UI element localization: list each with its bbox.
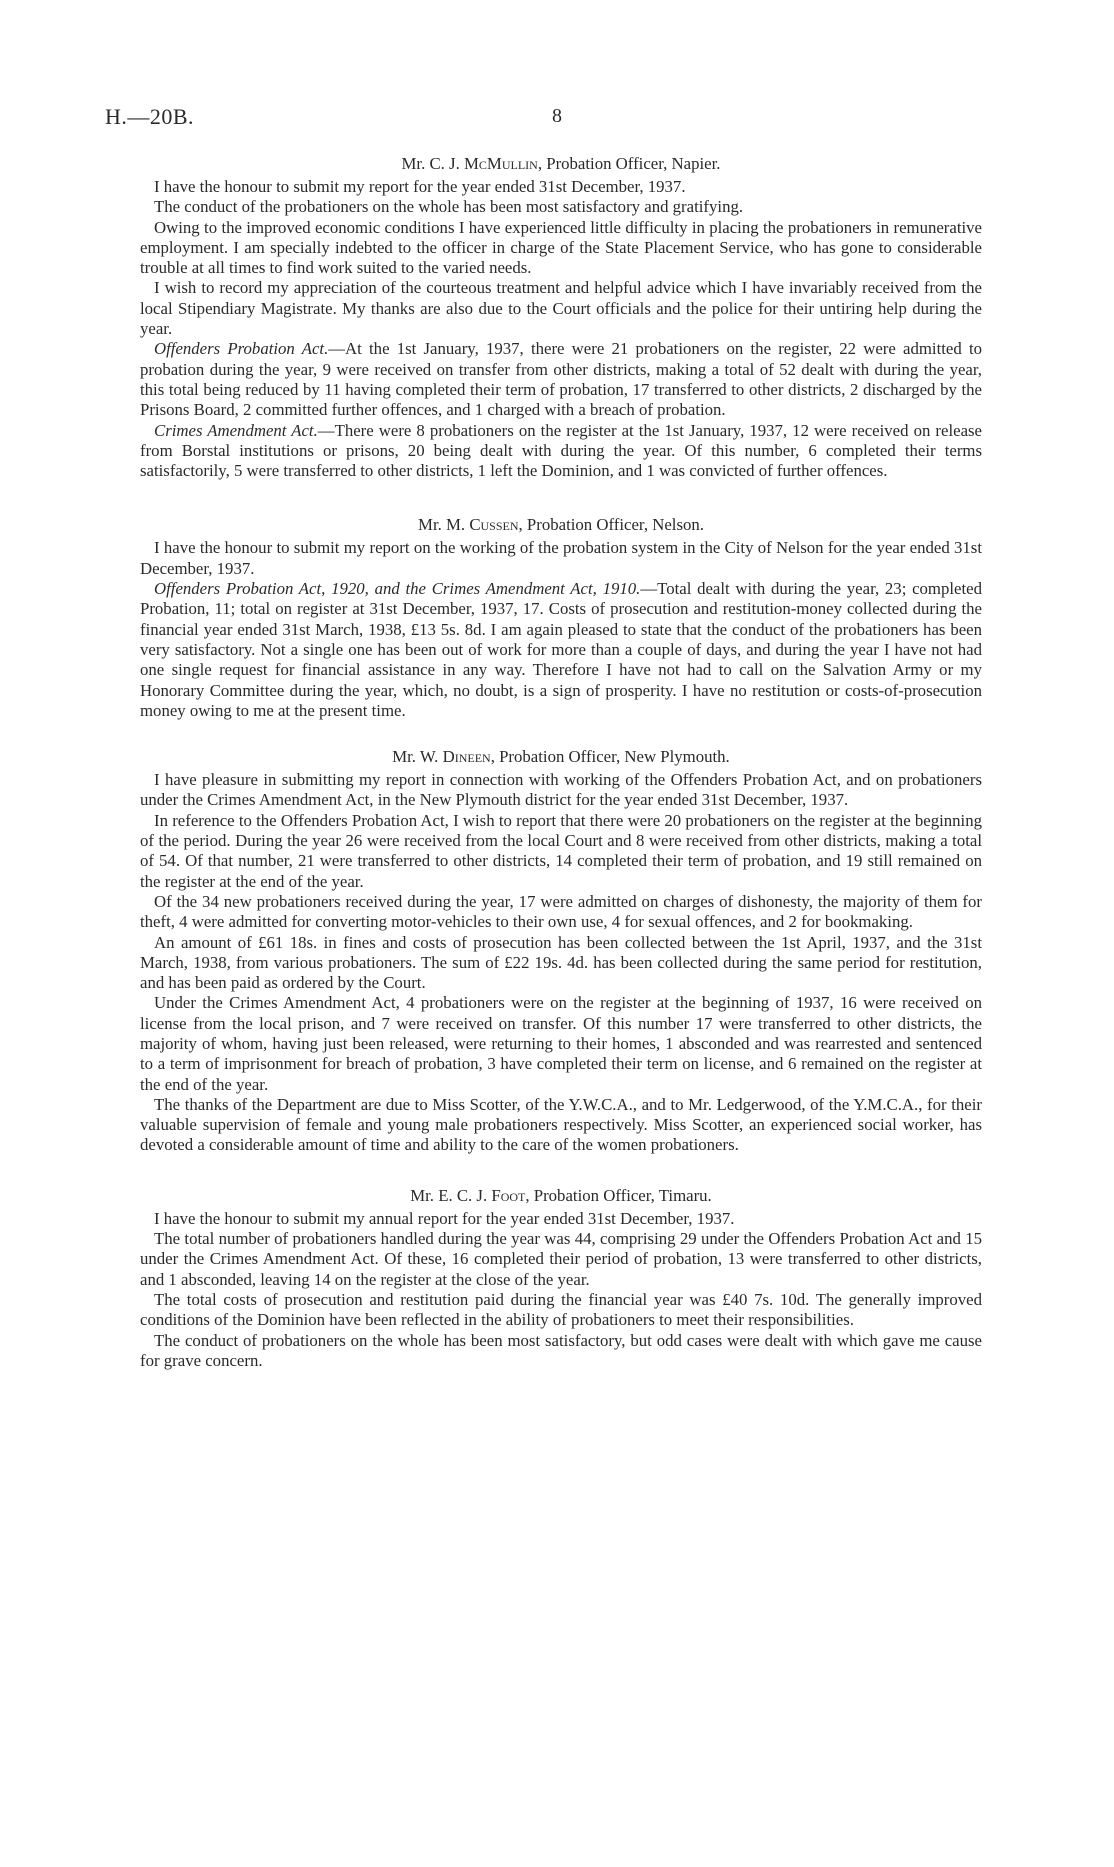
paragraph: An amount of £61 18s. in fines and costs of prosecution has been collected between the 1st April, 1937, and the 31st March, 1938, from various probationers. The sum of £22 19s. 4d. has been collected during the same period for restitution, and has been paid as ordered by the Court. [140,932,982,993]
section-new-plymouth [140,746,982,1156]
paragraph: The conduct of the probationers on the whole has been most satisfactory and gratifying. [154,197,744,217]
section-heading: Mr. W. Dineen, Probation Officer, New Plymouth. [392,747,730,767]
paragraph: Under the Crimes Amendment Act, 4 probationers were on the register at the beginning of 1937, 16 were received on license from the local prison, and 7 were received on transfer. Of this number 17 were transferred to other districts, the majority of whom, having just been released, were returning to their homes, 1 absconded and was rearrested and sentenced to a term of imprisonment for breach of probation, 3 have completed their term on license, and 6 remained on the register at the end of the year. [140,993,982,1094]
paragraph: I have the honour to submit my report for the year ended 31st December, 1937. [154,177,686,196]
paragraph: I wish to record my appreciation of the courteous treatment and helpful advice which I have invariably received from the local Stipendiary Magistrate. My thanks are also due to the Court officials and the police for their untiring help during the year. [140,278,982,339]
document-body [140,153,982,1371]
paragraph: In reference to the Offenders Probation Act, I wish to report that there were 20 probationers on the register at the beginning of the period. During the year 26 were received from the local Court and 8 were received from other districts, making a total of 54. Of that number, 21 were transferred to other districts, 14 completed their term of probation, and 19 still remained on the register at the end of the year. [140,810,982,891]
section-heading: Mr. M. Cussen, Probation Officer, Nelson. [418,515,704,535]
paragraph: The conduct of probationers on the whole has been most satisfactory, but odd cases were dealt with which gave me cause for grave concern. [140,1330,982,1370]
section-napier [140,153,982,481]
paragraph: Crimes Amendment Act.—There were 8 probationers on the register at the 1st January, 1937, 12 were received on release from Borstal institutions or prisons, 20 being dealt with during the year. Of this number, 6 completed their terms satisfactorily, 5 were transferred to other districts, 1 left the Dominion, and 1 was convicted of further offences. [140,420,982,481]
section-spacer [140,1156,982,1185]
italic-lead: Offenders Probation Act. [154,339,329,359]
paragraph: I have pleasure in submitting my report in connection with working of the Offenders Probation Act, and on probationers under the Crimes Amendment Act, in the New Plymouth district for the year ended 31st December, 1937. [140,770,982,810]
paragraph: Offenders Probation Act, 1920, and the Crimes Amendment Act, 1910.—Total dealt with during the year, 23; completed Probation, 11; total on register at 31st December, 1937, 17. Costs of prosecution and restitution-money collected during the financial year ended 31st March, 1938, £13 5s. 8d. I am again pleased to state that the conduct of the probationers has been very satisfactory. Not a single one has been out of work for more than a couple of days, and during the year I have not had one single request for financial assistance in any way. Therefore I have not had to call on the Salvation Army or my Honorary Committee during the year, which, no doubt, is a sign of prosperity. I have no restitution or costs-of-prosecution money owing to me at the present time. [140,579,982,720]
section-spacer [140,481,982,514]
italic-lead: Offenders Probation Act, 1920, and the Crimes Amendment Act, 1910. [154,579,641,599]
paragraph: The total number of probationers handled during the year was 44, comprising 29 under the Offenders Probation Act and 15 under the Crimes Amendment Act. Of these, 16 completed their period of probation, 13 were transferred to other districts, and 1 absconded, leaving 14 on the register at the close of the year. [140,1229,982,1289]
page-header [105,104,1005,134]
paragraph: The total costs of prosecution and restitution paid during the financial year was £40 7s. 10d. The generally improved conditions of the Dominion have been reflected in the ability of probationers to meet their responsibilities. [140,1289,982,1330]
section-heading: Mr. E. C. J. Foot, Probation Officer, Timaru. [410,1185,712,1205]
document-reference: H.—20B. [105,104,195,129]
section-timaru [140,1185,982,1371]
page-number: 8 [552,105,562,127]
paragraph: Owing to the improved economic conditions I have experienced little difficulty in placing the probationers in remunerative employment. I am specially indebted to the officer in charge of the State Placement Service, who has gone to considerable trouble at all times to find work suited to the varied needs. [140,217,982,278]
section-heading: Mr. C. J. McMullin, Probation Officer, Napier. [401,154,721,173]
paragraph: I have the honour to submit my report on the working of the probation system in the City of Nelson for the year ended 31st December, 1937. [140,538,982,578]
italic-lead: Crimes Amendment Act. [154,420,318,440]
paragraph: Offenders Probation Act.—At the 1st January, 1937, there were 21 probationers on the register, 22 were admitted to probation during the year, 9 were received on transfer from other districts, making a total of 52 dealt with during the year, this total being reduced by 11 having completed their term of probation, 17 transferred to other districts, 2 discharged by the Prisons Board, 2 committed further offences, and 1 charged with a breach of probation. [140,339,982,420]
paragraph: Of the 34 new probationers received during the year, 17 were admitted on charges of dishonesty, the majority of them for theft, 4 were admitted for converting motor-vehicles to their own use, 4 for sexual offences, and 2 for bookmaking. [140,891,982,932]
paragraph: I have the honour to submit my annual report for the year ended 31st December, 1937. [154,1208,735,1228]
section-spacer [140,721,982,746]
paragraph: The thanks of the Department are due to Miss Scotter, of the Y.W.C.A., and to Mr. Ledgerwood, of the Y.M.C.A., for their valuable supervision of female and young male probationers respectively. Miss Scotter, an experienced social worker, has devoted a considerable amount of time and ability to the care of the women probationers. [140,1094,982,1155]
section-nelson [140,514,982,721]
